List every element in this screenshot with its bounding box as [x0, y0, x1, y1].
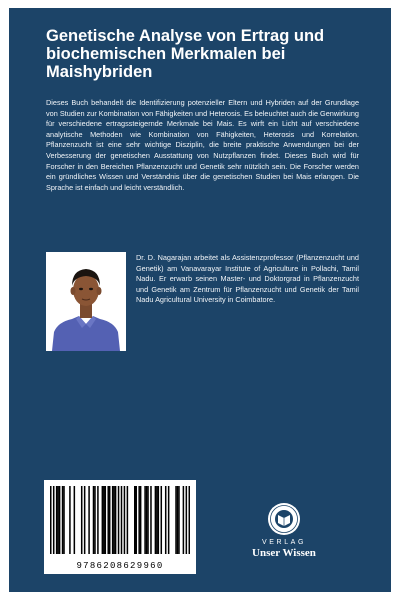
author-bio: Dr. D. Nagarajan arbeitet als Assistenzprofessor (Pflanzenzucht und Genetik) am Vanavarayar Institute of Agriculture in Pollachi, Tamil Nadu. Er erwarb seinen Master- und Doktorgrad in Pflanzenzucht und Genetik am Zentrum für Pflanzenzucht und Genetik der Tamil Nadu Agricultural University in Coimbatore. — [136, 253, 359, 305]
author-photo — [46, 252, 126, 351]
barcode-bar — [127, 486, 129, 554]
barcode-bar — [186, 486, 188, 554]
publisher-block — [224, 502, 344, 559]
barcode-bar — [138, 486, 140, 554]
barcode-bar — [107, 486, 109, 554]
barcode-bar — [84, 486, 86, 554]
isbn-number: 9786208629960 — [76, 561, 164, 571]
barcode-bar — [175, 486, 177, 554]
barcode-bar — [97, 486, 99, 554]
barcode-bar — [134, 486, 136, 554]
barcode-bar — [103, 486, 105, 554]
barcode-bar — [118, 486, 120, 554]
isbn-barcode — [44, 480, 196, 574]
book-back-cover — [9, 8, 391, 592]
barcode-bar — [155, 486, 157, 554]
barcode-bars — [50, 486, 190, 554]
barcode-bar — [93, 486, 95, 554]
barcode-bar — [156, 486, 158, 554]
barcode-bar — [113, 486, 115, 554]
barcode-bar — [59, 486, 61, 554]
barcode-bar — [158, 486, 160, 554]
barcode-bar — [109, 486, 111, 554]
book-title: Genetische Analyse von Ertrag und biochemischen Merkmalen bei Maishybriden — [46, 27, 325, 81]
barcode-bar — [177, 486, 179, 554]
barcode-bar — [168, 486, 170, 554]
barcode-bar — [56, 486, 58, 554]
barcode-bar — [178, 486, 180, 554]
barcode-bar — [183, 486, 185, 554]
barcode-bar — [146, 486, 148, 554]
publisher-label: VERLAG — [262, 539, 306, 546]
author-portrait-image — [46, 252, 126, 351]
barcode-bar — [62, 486, 64, 554]
barcode-bar — [135, 486, 137, 554]
barcode-bar — [140, 486, 142, 554]
barcode-bar — [165, 486, 167, 554]
book-description: Dieses Buch behandelt die Identifizierung potenzieller Eltern und Hybriden auf der Grundlage von Studien zur Kombination von Fähigkeiten und Heterosis. Es beleuchtet auch die Genwirkung für verschiedene ertragssteigernde Merkmale bei Mais. Es wirft ein Licht auf verschiedene analytische Methoden wie Kombination von Fähigkeiten, Heterosis und Korrelation. Pflanzenzucht ist eine sehr wichtige Disziplin, die breite praktische Anwendungen bei der Verbesserung der genetischen Ausstattung von Nutzpflanzen findet. Dieses Buch wird für Forscher in den Bereichen Pflanzenzucht und Genetik sehr nützlich sein. Die Forscher werden ein gründliches Wissen und Verständnis über die genetischen Studien bei Mais erlangen. Die Sprache ist einfach und leicht verständlich. — [46, 98, 359, 192]
barcode-bar — [121, 486, 123, 554]
barcode-bar — [50, 486, 52, 554]
barcode-bar — [53, 486, 55, 554]
barcode-bar — [147, 486, 149, 554]
barcode-bar — [69, 486, 71, 554]
barcode-bar — [124, 486, 126, 554]
barcode-bar — [63, 486, 65, 554]
barcode-bar — [144, 486, 146, 554]
barcode-bar — [102, 486, 104, 554]
barcode-bar — [115, 486, 117, 554]
barcode-bar — [57, 486, 59, 554]
barcode-bar — [105, 486, 107, 554]
barcode-bar — [74, 486, 76, 554]
barcode-bar — [81, 486, 83, 554]
publisher-seal-icon — [267, 502, 301, 536]
barcode-bar — [94, 486, 96, 554]
barcode-bar — [88, 486, 90, 554]
barcode-bar — [150, 486, 152, 554]
barcode-bar — [189, 486, 190, 554]
publisher-name: Unser Wissen — [252, 547, 316, 559]
barcode-bar — [161, 486, 163, 554]
barcode-bar — [112, 486, 114, 554]
